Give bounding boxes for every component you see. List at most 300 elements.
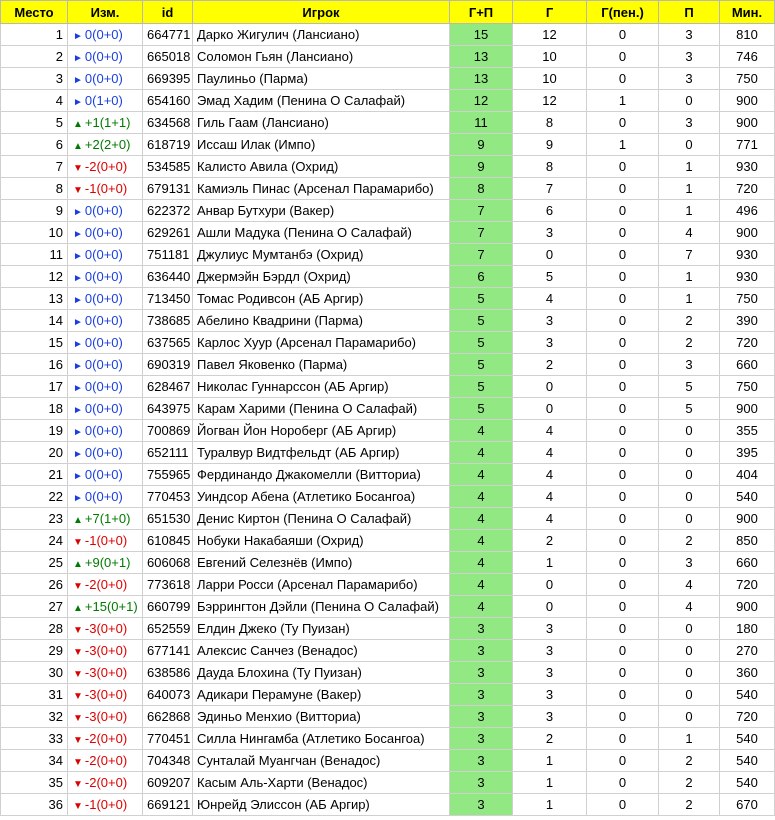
penalty-goals-cell: 0: [587, 574, 659, 596]
penalty-goals-cell: 1: [587, 134, 659, 156]
rank-cell: 25: [1, 552, 68, 574]
goals-cell: 4: [513, 442, 587, 464]
penalty-goals-cell: 0: [587, 398, 659, 420]
change-cell: [68, 552, 143, 574]
header-player[interactable]: Игрок: [193, 1, 450, 24]
player-name-cell: Денис Киртон (Пенина О Салафай): [193, 508, 450, 530]
player-name-cell: Калисто Авила (Охрид): [193, 156, 450, 178]
player-id-cell: 638586: [143, 662, 193, 684]
player-name-cell: Нобуки Накабаяши (Охрид): [193, 530, 450, 552]
arrow-down-icon: ▼: [73, 669, 83, 680]
header-penalty-goals[interactable]: Г(пен.): [587, 1, 659, 24]
assists-cell: 0: [659, 486, 720, 508]
change-value: -1(0+0): [84, 181, 128, 196]
arrow-right-icon: ►: [73, 31, 83, 42]
arrow-right-icon: ►: [73, 361, 83, 372]
goals-cell: 6: [513, 200, 587, 222]
minutes-cell: 270: [720, 640, 775, 662]
arrow-right-icon: ►: [73, 493, 83, 504]
player-name-cell: Соломон Гьян (Лансиано): [193, 46, 450, 68]
minutes-cell: 540: [720, 728, 775, 750]
assists-cell: 3: [659, 24, 720, 46]
change-cell: [68, 728, 143, 750]
arrow-up-icon: ▲: [73, 515, 83, 526]
goals-cell: 8: [513, 156, 587, 178]
table-row[interactable]: [1, 530, 775, 552]
table-row[interactable]: [1, 772, 775, 794]
player-id-cell: 654160: [143, 90, 193, 112]
player-id-cell: 704348: [143, 750, 193, 772]
arrow-down-icon: ▼: [73, 779, 83, 790]
goals-cell: 12: [513, 24, 587, 46]
assists-cell: 0: [659, 90, 720, 112]
arrow-down-icon: ▼: [73, 581, 83, 592]
penalty-goals-cell: 0: [587, 178, 659, 200]
minutes-cell: 930: [720, 266, 775, 288]
goals-cell: 4: [513, 464, 587, 486]
goals-plus-assists-cell: 3: [450, 750, 513, 772]
goals-plus-assists-cell: 5: [450, 310, 513, 332]
change-cell: [68, 772, 143, 794]
player-name-cell: Николас Гуннарссон (АБ Аргир): [193, 376, 450, 398]
penalty-goals-cell: 0: [587, 464, 659, 486]
player-id-cell: 755965: [143, 464, 193, 486]
penalty-goals-cell: 0: [587, 596, 659, 618]
player-name-cell: Анвар Бутхури (Вакер): [193, 200, 450, 222]
change-cell: [68, 486, 143, 508]
goals-plus-assists-cell: 13: [450, 46, 513, 68]
arrow-down-icon: ▼: [73, 757, 83, 768]
rank-cell: 20: [1, 442, 68, 464]
player-name-cell: Карам Харими (Пенина О Салафай): [193, 398, 450, 420]
arrow-up-icon: ▲: [73, 559, 83, 570]
goals-plus-assists-cell: 5: [450, 288, 513, 310]
arrow-down-icon: ▼: [73, 801, 83, 812]
arrow-right-icon: ►: [73, 53, 83, 64]
change-cell: [68, 134, 143, 156]
assists-cell: 0: [659, 508, 720, 530]
penalty-goals-cell: 0: [587, 552, 659, 574]
rank-cell: 3: [1, 68, 68, 90]
assists-cell: 0: [659, 442, 720, 464]
goals-plus-assists-cell: 3: [450, 728, 513, 750]
table-row[interactable]: [1, 310, 775, 332]
header-goals-plus-assists[interactable]: Г+П: [450, 1, 513, 24]
goals-cell: 5: [513, 266, 587, 288]
change-cell: [68, 90, 143, 112]
change-cell: [68, 530, 143, 552]
rank-cell: 18: [1, 398, 68, 420]
penalty-goals-cell: 0: [587, 728, 659, 750]
table-row[interactable]: [1, 728, 775, 750]
assists-cell: 4: [659, 574, 720, 596]
minutes-cell: 360: [720, 662, 775, 684]
player-name-cell: Павел Яковенко (Парма): [193, 354, 450, 376]
penalty-goals-cell: 0: [587, 530, 659, 552]
change-cell: [68, 618, 143, 640]
minutes-cell: 900: [720, 90, 775, 112]
header-minutes[interactable]: Мин.: [720, 1, 775, 24]
change-value: 0(0+0): [84, 445, 123, 460]
player-name-cell: Фердинандо Джакомелли (Витториа): [193, 464, 450, 486]
change-cell: [68, 420, 143, 442]
table-row[interactable]: [1, 398, 775, 420]
rank-cell: 17: [1, 376, 68, 398]
goals-plus-assists-cell: 7: [450, 200, 513, 222]
change-cell: [68, 376, 143, 398]
table-row[interactable]: [1, 574, 775, 596]
penalty-goals-cell: 0: [587, 310, 659, 332]
player-name-cell: Абелино Квадрини (Парма): [193, 310, 450, 332]
change-cell: [68, 354, 143, 376]
goals-plus-assists-cell: 3: [450, 662, 513, 684]
minutes-cell: 750: [720, 376, 775, 398]
header-id[interactable]: id: [143, 1, 193, 24]
change-value: +2(2+0): [84, 137, 131, 152]
rank-cell: 29: [1, 640, 68, 662]
minutes-cell: 930: [720, 244, 775, 266]
table-row[interactable]: [1, 750, 775, 772]
assists-cell: 1: [659, 728, 720, 750]
rank-cell: 35: [1, 772, 68, 794]
rank-cell: 27: [1, 596, 68, 618]
player-name-cell: Ларри Росси (Арсенал Парамарибо): [193, 574, 450, 596]
change-value: 0(1+0): [84, 93, 123, 108]
change-value: 0(0+0): [84, 225, 123, 240]
player-name-cell: Уиндсор Абена (Атлетико Босангоа): [193, 486, 450, 508]
table-row[interactable]: [1, 684, 775, 706]
goals-cell: 10: [513, 46, 587, 68]
assists-cell: 3: [659, 112, 720, 134]
header-row: [1, 1, 775, 24]
assists-cell: 0: [659, 706, 720, 728]
table-row[interactable]: [1, 288, 775, 310]
change-cell: [68, 662, 143, 684]
change-cell: [68, 794, 143, 816]
table-row[interactable]: [1, 420, 775, 442]
goals-cell: 4: [513, 420, 587, 442]
rank-cell: 7: [1, 156, 68, 178]
player-id-cell: 640073: [143, 684, 193, 706]
change-value: 0(0+0): [84, 49, 123, 64]
goals-plus-assists-cell: 3: [450, 618, 513, 640]
player-name-cell: Елдин Джеко (Ту Пуизан): [193, 618, 450, 640]
assists-cell: 2: [659, 750, 720, 772]
arrow-right-icon: ►: [73, 317, 83, 328]
arrow-down-icon: ▼: [73, 625, 83, 636]
goals-plus-assists-cell: 4: [450, 574, 513, 596]
goals-plus-assists-cell: 3: [450, 706, 513, 728]
arrow-right-icon: ►: [73, 75, 83, 86]
penalty-goals-cell: 0: [587, 706, 659, 728]
penalty-goals-cell: 0: [587, 442, 659, 464]
change-value: 0(0+0): [84, 379, 123, 394]
penalty-goals-cell: 0: [587, 486, 659, 508]
arrow-right-icon: ►: [73, 383, 83, 394]
goals-plus-assists-cell: 5: [450, 332, 513, 354]
table-row[interactable]: [1, 508, 775, 530]
change-value: +7(1+0): [84, 511, 131, 526]
change-value: +1(1+1): [84, 115, 131, 130]
minutes-cell: 900: [720, 222, 775, 244]
minutes-cell: 750: [720, 68, 775, 90]
change-value: 0(0+0): [84, 203, 123, 218]
rank-cell: 21: [1, 464, 68, 486]
player-name-cell: Юнрейд Элиссон (АБ Аргир): [193, 794, 450, 816]
minutes-cell: 540: [720, 772, 775, 794]
change-cell: [68, 200, 143, 222]
player-id-cell: 669395: [143, 68, 193, 90]
rank-cell: 11: [1, 244, 68, 266]
change-value: -3(0+0): [84, 687, 128, 702]
assists-cell: 0: [659, 420, 720, 442]
table-row[interactable]: [1, 794, 775, 816]
table-row[interactable]: [1, 134, 775, 156]
header-goals[interactable]: Г: [513, 1, 587, 24]
header-assists[interactable]: П: [659, 1, 720, 24]
change-value: -3(0+0): [84, 709, 128, 724]
table-row[interactable]: [1, 156, 775, 178]
table-header: [1, 1, 775, 24]
penalty-goals-cell: 0: [587, 200, 659, 222]
assists-cell: 2: [659, 310, 720, 332]
player-id-cell: 629261: [143, 222, 193, 244]
change-cell: [68, 596, 143, 618]
player-name-cell: Евгений Селезнёв (Импо): [193, 552, 450, 574]
arrow-down-icon: ▼: [73, 691, 83, 702]
header-change[interactable]: Изм.: [68, 1, 143, 24]
player-name-cell: Эдиньо Менхио (Витториа): [193, 706, 450, 728]
player-name-cell: Сунталай Муангчан (Венадос): [193, 750, 450, 772]
change-value: -1(0+0): [84, 797, 128, 812]
table-row[interactable]: [1, 662, 775, 684]
player-id-cell: 770453: [143, 486, 193, 508]
player-id-cell: 634568: [143, 112, 193, 134]
assists-cell: 3: [659, 354, 720, 376]
goals-plus-assists-cell: 5: [450, 398, 513, 420]
rank-cell: 30: [1, 662, 68, 684]
goals-cell: 2: [513, 530, 587, 552]
goals-cell: 7: [513, 178, 587, 200]
change-cell: [68, 68, 143, 90]
goals-cell: 4: [513, 508, 587, 530]
assists-cell: 5: [659, 376, 720, 398]
minutes-cell: 750: [720, 288, 775, 310]
assists-cell: 1: [659, 288, 720, 310]
rank-cell: 24: [1, 530, 68, 552]
minutes-cell: 930: [720, 156, 775, 178]
table-row[interactable]: [1, 222, 775, 244]
assists-cell: 3: [659, 46, 720, 68]
arrow-down-icon: ▼: [73, 713, 83, 724]
table-row[interactable]: [1, 640, 775, 662]
penalty-goals-cell: 0: [587, 420, 659, 442]
arrow-down-icon: ▼: [73, 163, 83, 174]
goals-plus-assists-cell: 4: [450, 486, 513, 508]
player-id-cell: 643975: [143, 398, 193, 420]
rank-cell: 14: [1, 310, 68, 332]
rank-cell: 32: [1, 706, 68, 728]
change-value: -2(0+0): [84, 577, 128, 592]
table-row[interactable]: [1, 618, 775, 640]
arrow-down-icon: ▼: [73, 185, 83, 196]
goals-cell: 4: [513, 486, 587, 508]
penalty-goals-cell: 0: [587, 112, 659, 134]
rank-cell: 13: [1, 288, 68, 310]
player-id-cell: 534585: [143, 156, 193, 178]
table-row[interactable]: [1, 376, 775, 398]
penalty-goals-cell: 0: [587, 222, 659, 244]
penalty-goals-cell: 0: [587, 332, 659, 354]
arrow-down-icon: ▼: [73, 647, 83, 658]
goals-cell: 1: [513, 772, 587, 794]
table-row[interactable]: [1, 332, 775, 354]
arrow-right-icon: ►: [73, 207, 83, 218]
change-value: 0(0+0): [84, 489, 123, 504]
header-rank[interactable]: Место: [1, 1, 68, 24]
player-name-cell: Томас Родивсон (АБ Аргир): [193, 288, 450, 310]
player-id-cell: 652111: [143, 442, 193, 464]
player-id-cell: 606068: [143, 552, 193, 574]
goals-cell: 3: [513, 662, 587, 684]
penalty-goals-cell: 0: [587, 266, 659, 288]
goals-cell: 3: [513, 222, 587, 244]
table-row[interactable]: [1, 706, 775, 728]
table-row[interactable]: [1, 464, 775, 486]
table-row[interactable]: [1, 354, 775, 376]
rank-cell: 2: [1, 46, 68, 68]
arrow-up-icon: ▲: [73, 603, 83, 614]
change-value: 0(0+0): [84, 247, 123, 262]
minutes-cell: 670: [720, 794, 775, 816]
change-value: -2(0+0): [84, 731, 128, 746]
rank-cell: 34: [1, 750, 68, 772]
goals-plus-assists-cell: 4: [450, 530, 513, 552]
table-row[interactable]: [1, 90, 775, 112]
player-id-cell: 610845: [143, 530, 193, 552]
change-value: 0(0+0): [84, 27, 123, 42]
change-value: -2(0+0): [84, 159, 128, 174]
change-value: -3(0+0): [84, 621, 128, 636]
table-row[interactable]: [1, 596, 775, 618]
goals-cell: 3: [513, 618, 587, 640]
table-row[interactable]: [1, 486, 775, 508]
minutes-cell: 746: [720, 46, 775, 68]
player-name-cell: Гиль Гаам (Лансиано): [193, 112, 450, 134]
minutes-cell: 720: [720, 178, 775, 200]
change-value: -2(0+0): [84, 775, 128, 790]
minutes-cell: 660: [720, 552, 775, 574]
player-id-cell: 662868: [143, 706, 193, 728]
change-cell: [68, 24, 143, 46]
penalty-goals-cell: 0: [587, 794, 659, 816]
penalty-goals-cell: 0: [587, 508, 659, 530]
assists-cell: 0: [659, 684, 720, 706]
arrow-down-icon: ▼: [73, 735, 83, 746]
rank-cell: 19: [1, 420, 68, 442]
assists-cell: 1: [659, 200, 720, 222]
player-id-cell: 751181: [143, 244, 193, 266]
table-row[interactable]: [1, 200, 775, 222]
player-id-cell: 636440: [143, 266, 193, 288]
change-cell: [68, 332, 143, 354]
assists-cell: 3: [659, 68, 720, 90]
goals-plus-assists-cell: 11: [450, 112, 513, 134]
player-id-cell: 628467: [143, 376, 193, 398]
assists-cell: 1: [659, 156, 720, 178]
player-id-cell: 690319: [143, 354, 193, 376]
rank-cell: 1: [1, 24, 68, 46]
penalty-goals-cell: 0: [587, 68, 659, 90]
goals-cell: 10: [513, 68, 587, 90]
table-row[interactable]: [1, 266, 775, 288]
rank-cell: 26: [1, 574, 68, 596]
goals-cell: 3: [513, 706, 587, 728]
assists-cell: 0: [659, 464, 720, 486]
rank-cell: 9: [1, 200, 68, 222]
player-name-cell: Джермэйн Бэрдл (Охрид): [193, 266, 450, 288]
arrow-right-icon: ►: [73, 251, 83, 262]
rank-cell: 33: [1, 728, 68, 750]
player-id-cell: 738685: [143, 310, 193, 332]
assists-cell: 3: [659, 552, 720, 574]
player-name-cell: Эмад Хадим (Пенина О Салафай): [193, 90, 450, 112]
table-row[interactable]: [1, 112, 775, 134]
change-value: 0(0+0): [84, 335, 123, 350]
minutes-cell: 355: [720, 420, 775, 442]
penalty-goals-cell: 0: [587, 750, 659, 772]
player-id-cell: 637565: [143, 332, 193, 354]
goals-cell: 0: [513, 398, 587, 420]
penalty-goals-cell: 0: [587, 662, 659, 684]
change-value: 0(0+0): [84, 269, 123, 284]
rank-cell: 23: [1, 508, 68, 530]
goals-cell: 9: [513, 134, 587, 156]
change-cell: [68, 266, 143, 288]
table-row[interactable]: [1, 442, 775, 464]
arrow-right-icon: ►: [73, 339, 83, 350]
table-row[interactable]: [1, 244, 775, 266]
player-id-cell: 622372: [143, 200, 193, 222]
table-row[interactable]: [1, 24, 775, 46]
goals-cell: 12: [513, 90, 587, 112]
penalty-goals-cell: 0: [587, 46, 659, 68]
minutes-cell: 395: [720, 442, 775, 464]
change-value: -3(0+0): [84, 665, 128, 680]
goals-plus-assists-cell: 5: [450, 354, 513, 376]
minutes-cell: 720: [720, 574, 775, 596]
player-id-cell: 713450: [143, 288, 193, 310]
change-cell: [68, 750, 143, 772]
change-cell: [68, 442, 143, 464]
table-row[interactable]: [1, 178, 775, 200]
assists-cell: 5: [659, 398, 720, 420]
goals-cell: 1: [513, 794, 587, 816]
arrow-right-icon: ►: [73, 97, 83, 108]
table-row[interactable]: [1, 46, 775, 68]
player-id-cell: 609207: [143, 772, 193, 794]
player-id-cell: 618719: [143, 134, 193, 156]
change-cell: [68, 156, 143, 178]
rank-cell: 6: [1, 134, 68, 156]
table-row[interactable]: [1, 552, 775, 574]
arrow-up-icon: ▲: [73, 119, 83, 130]
player-name-cell: Бэррингтон Дэйли (Пенина О Салафай): [193, 596, 450, 618]
goals-cell: 0: [513, 376, 587, 398]
player-id-cell: 669121: [143, 794, 193, 816]
table-row[interactable]: [1, 68, 775, 90]
change-cell: [68, 398, 143, 420]
